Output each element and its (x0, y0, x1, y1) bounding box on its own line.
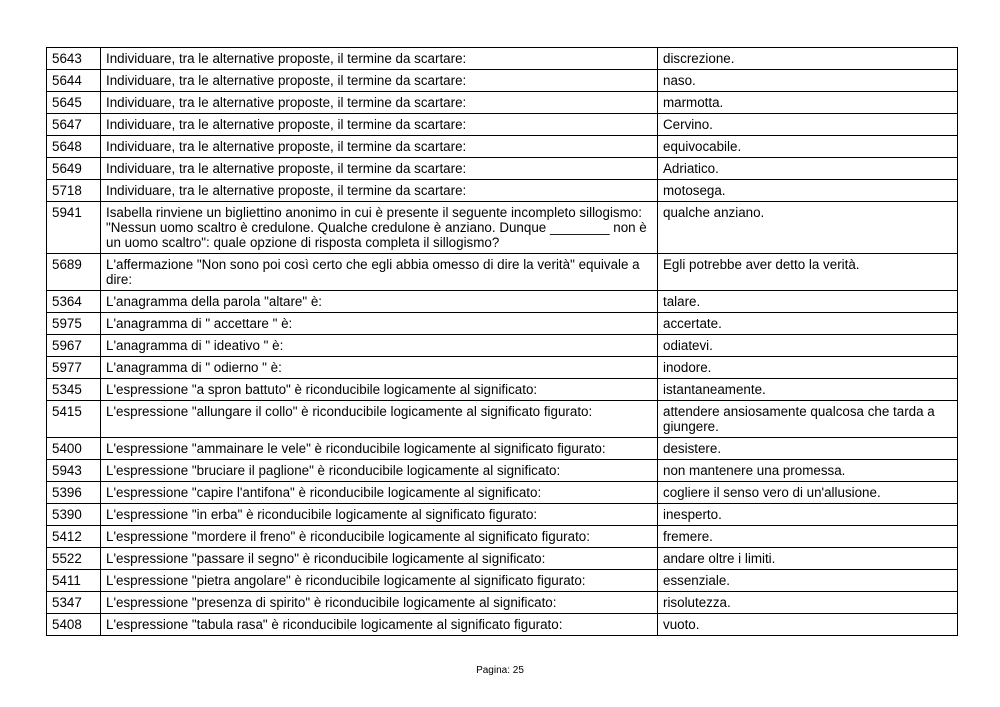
question-id: 5645 (47, 92, 101, 114)
question-id: 5408 (47, 614, 101, 636)
question-id: 5643 (47, 48, 101, 70)
question-id: 5649 (47, 158, 101, 180)
table-row (47, 92, 958, 114)
question-id: 5364 (47, 291, 101, 313)
question-text: L'anagramma di " odierno " è: (101, 357, 658, 379)
answer-text: desistere. (658, 438, 958, 460)
answer-text: attendere ansiosamente qualcosa che tarda a giungere. (658, 401, 958, 438)
question-text: Individuare, tra le alternative proposte, il termine da scartare: (101, 70, 658, 92)
table-row (47, 335, 958, 357)
table-row (47, 592, 958, 614)
question-text: Individuare, tra le alternative proposte, il termine da scartare: (101, 180, 658, 202)
question-text: L'espressione "passare il segno" è riconducibile logicamente al significato: (101, 548, 658, 570)
question-id: 5977 (47, 357, 101, 379)
question-text: Isabella rinviene un bigliettino anonimo in cui è presente il seguente incompleto sillogismo: "Nessun uomo scaltro è credulone. Qualche credulone è anziano. Dunque ________ non è un uomo scaltro": quale opzione di risposta completa il sillogismo? (101, 202, 658, 254)
table-row (47, 357, 958, 379)
question-text: L'affermazione "Non sono poi così certo che egli abbia omesso di dire la verità" equivale a dire: (101, 254, 658, 291)
answer-text: inesperto. (658, 504, 958, 526)
table-row (47, 401, 958, 438)
answer-text: equivocabile. (658, 136, 958, 158)
answer-text: discrezione. (658, 48, 958, 70)
answer-text: istantaneamente. (658, 379, 958, 401)
quiz-table-container (46, 47, 957, 636)
question-text: L'espressione "bruciare il paglione" è riconducibile logicamente al significato: (101, 460, 658, 482)
question-id: 5647 (47, 114, 101, 136)
question-id: 5941 (47, 202, 101, 254)
question-id: 5522 (47, 548, 101, 570)
question-text: Individuare, tra le alternative proposte, il termine da scartare: (101, 136, 658, 158)
answer-text: naso. (658, 70, 958, 92)
question-id: 5415 (47, 401, 101, 438)
question-id: 5644 (47, 70, 101, 92)
question-id: 5396 (47, 482, 101, 504)
question-text: Individuare, tra le alternative proposte, il termine da scartare: (101, 158, 658, 180)
question-id: 5345 (47, 379, 101, 401)
question-text: L'espressione "a spron battuto" è riconducibile logicamente al significato: (101, 379, 658, 401)
question-id: 5347 (47, 592, 101, 614)
question-text: L'espressione "mordere il freno" è riconducibile logicamente al significato figurato: (101, 526, 658, 548)
quiz-table-body (47, 48, 958, 636)
table-row (47, 114, 958, 136)
table-row (47, 291, 958, 313)
question-id: 5400 (47, 438, 101, 460)
answer-text: fremere. (658, 526, 958, 548)
answer-text: non mantenere una promessa. (658, 460, 958, 482)
table-row (47, 460, 958, 482)
question-text: L'anagramma di " ideativo " è: (101, 335, 658, 357)
table-row (47, 70, 958, 92)
answer-text: accertate. (658, 313, 958, 335)
page-number: Pagina: 25 (476, 665, 524, 676)
table-row (47, 136, 958, 158)
question-text: Individuare, tra le alternative proposte, il termine da scartare: (101, 48, 658, 70)
table-row (47, 158, 958, 180)
table-row (47, 438, 958, 460)
answer-text: Cervino. (658, 114, 958, 136)
table-row (47, 548, 958, 570)
question-id: 5390 (47, 504, 101, 526)
question-text: L'anagramma di " accettare " è: (101, 313, 658, 335)
question-text: L'espressione "pietra angolare" è riconducibile logicamente al significato figurato: (101, 570, 658, 592)
question-id: 5943 (47, 460, 101, 482)
question-text: L'espressione "ammainare le vele" è riconducibile logicamente al significato figurato: (101, 438, 658, 460)
question-text: L'anagramma della parola "altare" è: (101, 291, 658, 313)
question-id: 5689 (47, 254, 101, 291)
table-row (47, 614, 958, 636)
answer-text: motosega. (658, 180, 958, 202)
quiz-table (46, 47, 958, 636)
table-row (47, 379, 958, 401)
answer-text: essenziale. (658, 570, 958, 592)
table-row (47, 482, 958, 504)
question-id: 5412 (47, 526, 101, 548)
answer-text: odiatevi. (658, 335, 958, 357)
answer-text: cogliere il senso vero di un'allusione. (658, 482, 958, 504)
question-text: L'espressione "capire l'antifona" è riconducibile logicamente al significato: (101, 482, 658, 504)
table-row (47, 313, 958, 335)
answer-text: Adriatico. (658, 158, 958, 180)
question-id: 5967 (47, 335, 101, 357)
table-row (47, 202, 958, 254)
table-row (47, 504, 958, 526)
question-text: L'espressione "in erba" è riconducibile logicamente al significato figurato: (101, 504, 658, 526)
table-row (47, 526, 958, 548)
question-text: Individuare, tra le alternative proposte, il termine da scartare: (101, 92, 658, 114)
table-row (47, 254, 958, 291)
question-id: 5648 (47, 136, 101, 158)
table-row (47, 570, 958, 592)
answer-text: Egli potrebbe aver detto la verità. (658, 254, 958, 291)
answer-text: andare oltre i limiti. (658, 548, 958, 570)
answer-text: marmotta. (658, 92, 958, 114)
answer-text: risolutezza. (658, 592, 958, 614)
question-id: 5718 (47, 180, 101, 202)
question-text: Individuare, tra le alternative proposte, il termine da scartare: (101, 114, 658, 136)
answer-text: inodore. (658, 357, 958, 379)
table-row (47, 48, 958, 70)
question-id: 5411 (47, 570, 101, 592)
question-text: L'espressione "tabula rasa" è riconducibile logicamente al significato figurato: (101, 614, 658, 636)
answer-text: qualche anziano. (658, 202, 958, 254)
question-text: L'espressione "presenza di spirito" è riconducibile logicamente al significato: (101, 592, 658, 614)
answer-text: talare. (658, 291, 958, 313)
question-text: L'espressione "allungare il collo" è riconducibile logicamente al significato figurato: (101, 401, 658, 438)
question-id: 5975 (47, 313, 101, 335)
answer-text: vuoto. (658, 614, 958, 636)
table-row (47, 180, 958, 202)
